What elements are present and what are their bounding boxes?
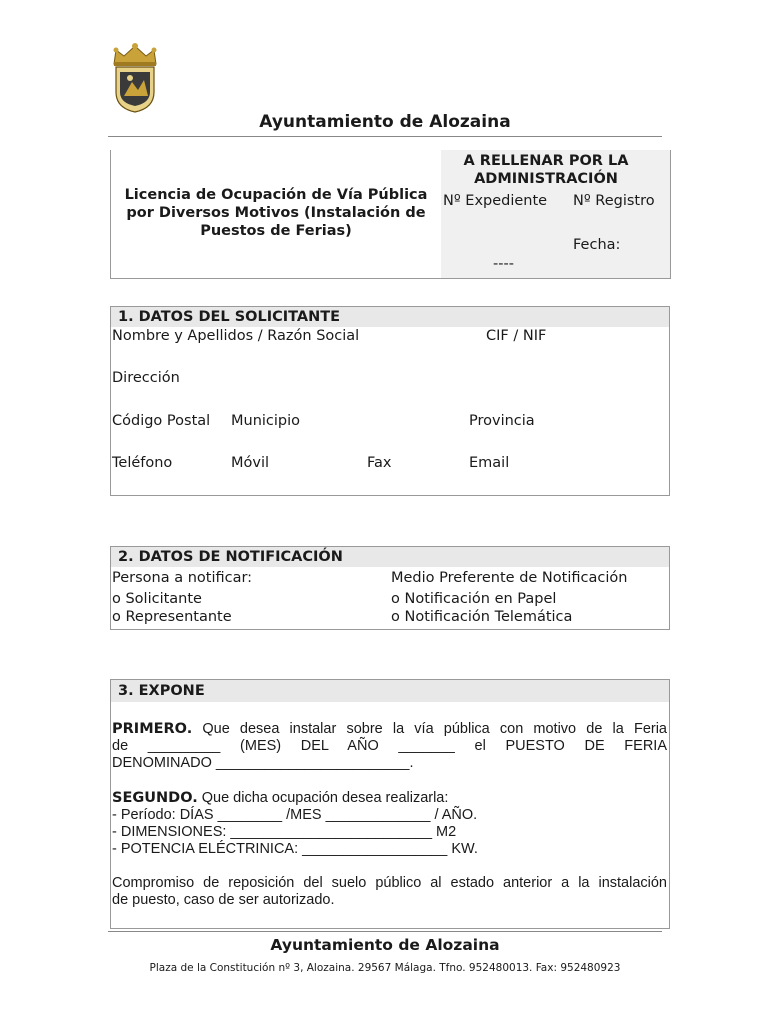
registro-label: Nº Registro [573, 193, 655, 209]
header-title: Ayuntamiento de Alozaina [259, 112, 511, 132]
primero-paragraph: PRIMERO. Que desea instalar sobre la vía pública con motivo de la Feria de _________ (MES) DEL AÑO _______ el PUESTO DE FERIA DENOMINADO ________________________. [112, 721, 667, 771]
segundo-paragraph: SEGUNDO. Que dicha ocupación desea realizarla: - Período: DÍAS ________ /MES _____________ / AÑO. - DIMENSIONES: _________________________ M2 - POTENCIA ELÉCTRINICA: __________________ KW. [112, 790, 667, 858]
section-datos-notificacion [110, 546, 670, 630]
fecha-label: Fecha: [573, 237, 621, 253]
form-title-box [110, 150, 671, 279]
section2-heading: 2. DATOS DE NOTIFICACIÓN [111, 547, 669, 567]
persona-label: Persona a notificar: [112, 570, 253, 586]
solicitante-option[interactable]: o Solicitante [112, 591, 202, 607]
periodo-line: - Período: DÍAS ________ /MES _____________ / AÑO. [112, 807, 478, 823]
primero-label: PRIMERO. [112, 721, 193, 737]
provincia-field[interactable]: Provincia [469, 413, 535, 429]
admin-title: A RELLENAR POR LA ADMINISTRACIÓN [463, 153, 629, 187]
direccion-field[interactable]: Dirección [112, 370, 180, 386]
primero-line2: de _________ (MES) DEL AÑO _______ el PUESTO DE FERIA [112, 738, 667, 754]
nombre-field[interactable]: Nombre y Apellidos / Razón Social [112, 328, 360, 344]
form-title: Licencia de Ocupación de Vía Pública por Diversos Motivos (Instalación de Puestos de Ferias) [124, 187, 428, 239]
fax-field[interactable]: Fax [367, 455, 392, 471]
coat-of-arms-icon [106, 42, 164, 114]
footer-address: Plaza de la Constitución nº 3, Alozaina. 29567 Málaga. Tfno. 952480013. Fax: 952480923 [149, 962, 621, 974]
movil-field[interactable]: Móvil [231, 455, 270, 471]
section-datos-solicitante [110, 306, 670, 496]
potencia-line: - POTENCIA ELÉCTRINICA: __________________ KW. [112, 841, 478, 857]
expediente-label: Nº Expediente [443, 193, 548, 209]
email-field[interactable]: Email [469, 455, 510, 471]
dimensiones-line: - DIMENSIONES: _________________________ M2 [112, 824, 457, 840]
telefono-field[interactable]: Teléfono [112, 455, 173, 471]
expediente-dashes: ---- [493, 256, 514, 272]
telematica-option[interactable]: o Notificación Telemática [391, 609, 573, 625]
cif-field[interactable]: CIF / NIF [486, 328, 547, 344]
section-expone [110, 679, 670, 929]
representante-option[interactable]: o Representante [112, 609, 232, 625]
codigo-postal-field[interactable]: Código Postal [112, 413, 211, 429]
compromiso-paragraph: Compromiso de reposición del suelo público al estado anterior a la instalación de puesto, caso de ser autorizado. [112, 875, 667, 908]
papel-option[interactable]: o Notificación en Papel [391, 591, 557, 607]
municipio-field[interactable]: Municipio [231, 413, 301, 429]
segundo-label: SEGUNDO. [112, 790, 198, 806]
section3-heading: 3. EXPONE [111, 680, 669, 702]
footer-divider [108, 931, 662, 932]
admin-box [441, 150, 670, 278]
footer-title: Ayuntamiento de Alozaina [270, 936, 500, 954]
medio-label: Medio Preferente de Notificación [391, 570, 628, 586]
section1-heading: 1. DATOS DEL SOLICITANTE [111, 307, 669, 327]
header-divider [108, 136, 662, 137]
primero-line3: DENOMINADO ________________________. [112, 755, 414, 771]
